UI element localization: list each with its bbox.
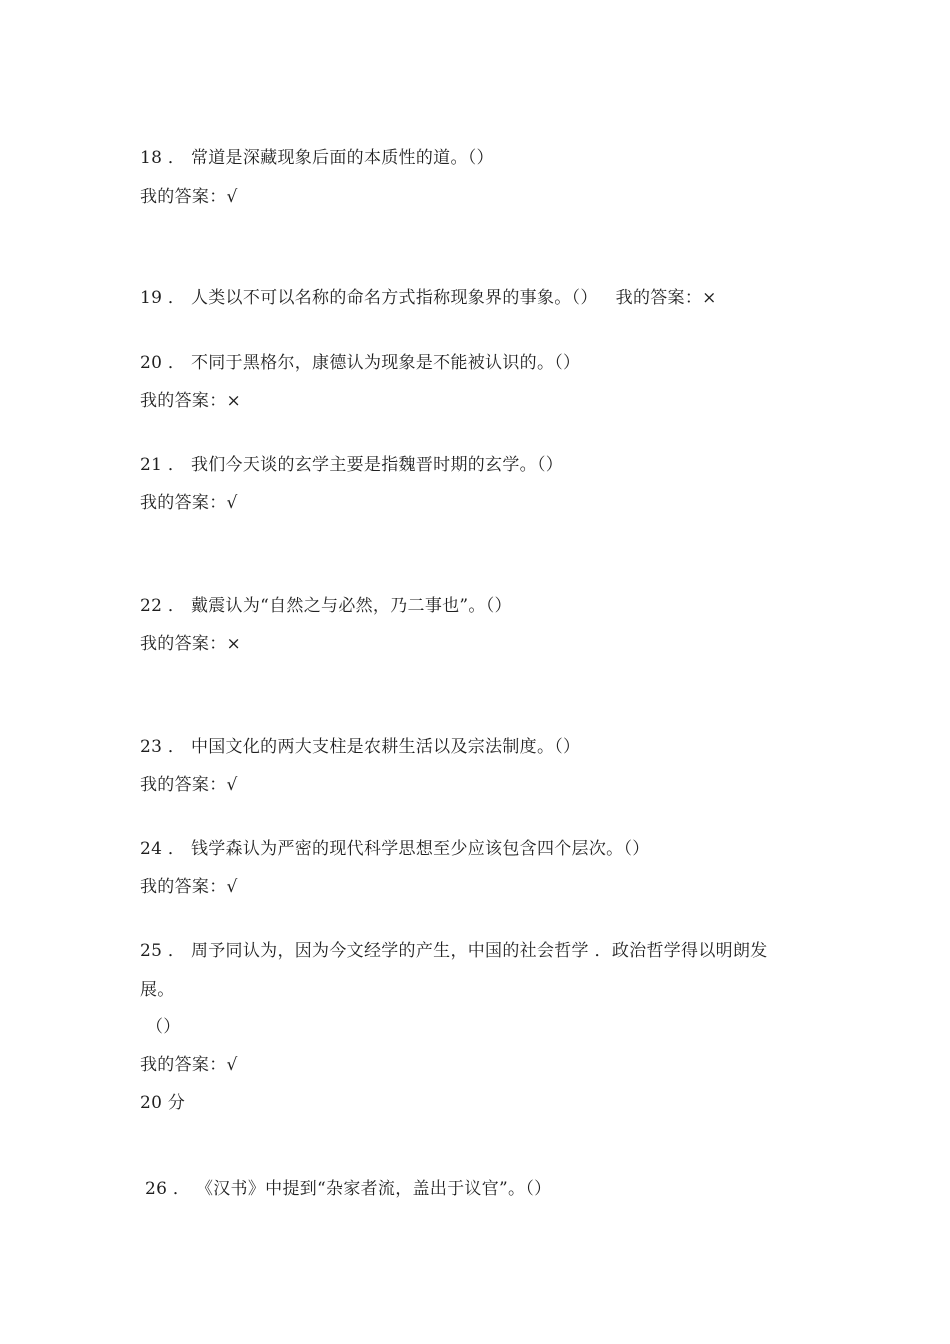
- question-23-text: 23 ． 中国文化的两大支柱是农耕生活以及宗法制度。（）: [140, 737, 581, 757]
- question-18-answer: 我的答案：√: [140, 187, 238, 207]
- question-25-score: 20 分: [140, 1093, 186, 1113]
- question-21-text: 21 ． 我们今天谈的玄学主要是指魏晋时期的玄学。（）: [140, 455, 564, 475]
- question-20-text: 20 ． 不同于黑格尔，康德认为现象是不能被认识的。（）: [140, 353, 581, 373]
- question-25-paren: （）: [146, 1017, 181, 1037]
- question-25-text-line2: 展。: [140, 980, 175, 1000]
- question-22-answer: 我的答案：×: [140, 634, 242, 654]
- question-19-row: [140, 287, 717, 309]
- question-19-text: 19 ． 人类以不可以名称的命名方式指称现象界的事象。（）: [140, 288, 598, 308]
- question-21-answer: 我的答案：√: [140, 493, 238, 513]
- question-25-answer: 我的答案：√: [140, 1055, 238, 1075]
- question-20-answer: 我的答案：×: [140, 391, 242, 411]
- question-25-text-line1: 25 ． 周予同认为，因为今文经学的产生，中国的社会哲学 ．政治哲学得以明朗发: [140, 941, 768, 961]
- question-24-answer: 我的答案：√: [140, 877, 238, 897]
- question-18-text: 18 ． 常道是深藏现象后面的本质性的道。（）: [140, 148, 494, 168]
- question-22-text: 22 ． 戴震认为“自然之与必然，乃二事也”。（）: [140, 596, 512, 616]
- question-24-text: 24 ． 钱学森认为严密的现代科学思想至少应该包含四个层次。（）: [140, 839, 650, 859]
- question-23-answer: 我的答案：√: [140, 775, 238, 795]
- question-26-text: 26 ． 《汉书》中提到“杂家者流，盖出于议官”。（）: [145, 1179, 552, 1199]
- question-19-answer: 我的答案：×: [615, 288, 717, 308]
